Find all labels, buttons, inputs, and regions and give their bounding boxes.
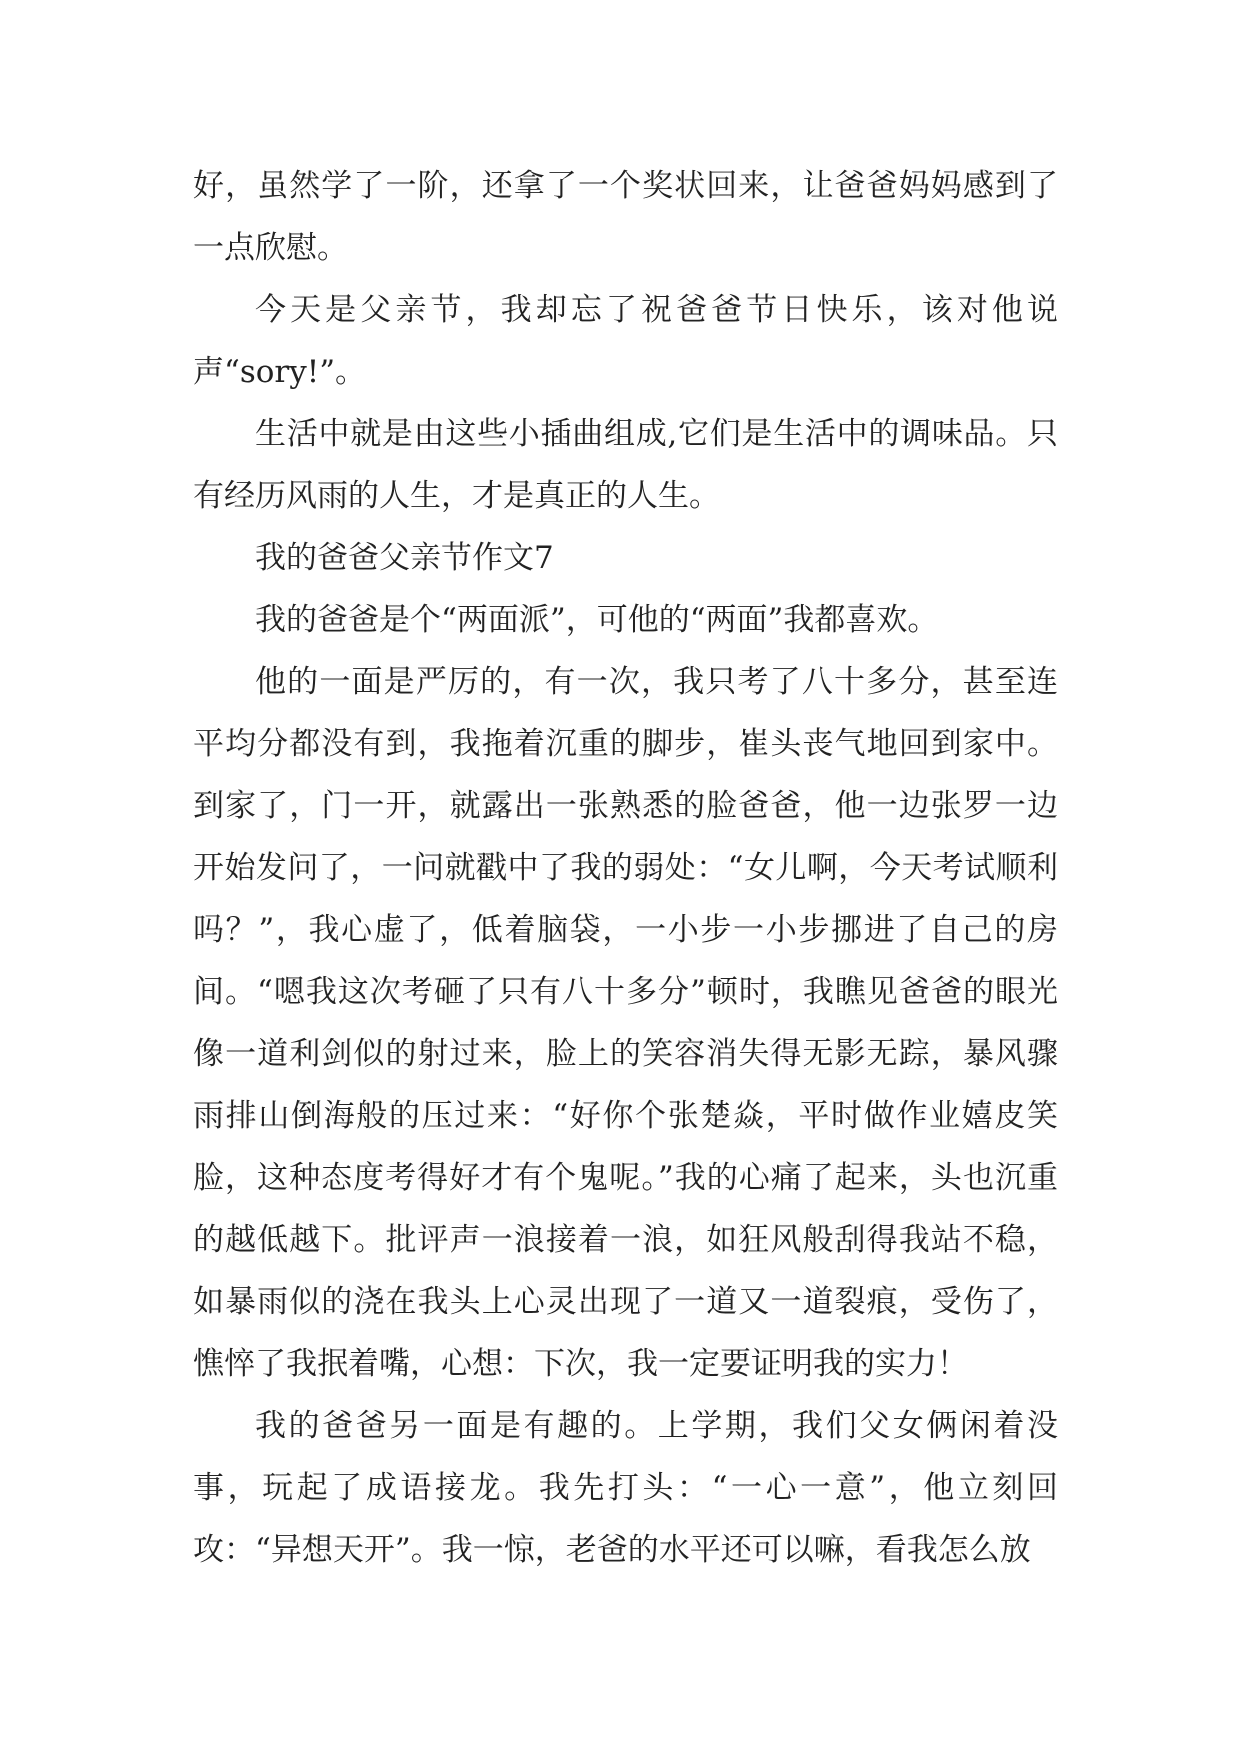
paragraph-life-episodes: 生活中就是由这些小插曲组成,它们是生活中的调味品。只有经历风雨的人生，才是真正的人生。 [193, 416, 1058, 514]
paragraph-two-faces: 我的爸爸是个“两面派”，可他的“两面”我都喜欢。 [255, 602, 939, 638]
essay-title: 我的爸爸父亲节作文7 [255, 540, 554, 576]
article-body [193, 155, 1058, 1581]
paragraph-continuation: 好，虽然学了一阶，还拿了一个奖状回来，让爸爸妈妈感到了一点欣慰。 [193, 168, 1058, 266]
paragraph-strict-side: 他的一面是严厉的，有一次，我只考了八十多分，甚至连平均分都没有到，我拖着沉重的脚步，崔头丧气地回到家中。到家了，门一开，就露出一张熟悉的脸爸爸，他一边张罗一边开始发问了，一问就戳中了我的弱处：“女儿啊，今天考试顺利吗？”，我心虚了，低着脑袋，一小步一小步挪进了自己的房间。“嗯我这次考砸了只有八十多分”顿时，我瞧见爸爸的眼光像一道利剑似的射过来，脸上的笑容消失得无影无踪，暴风骤雨排山倒海般的压过来：“好你个张楚焱，平时做作业嬉皮笑脸，这种态度考得好才有个鬼呢。”我的心痛了起来，头也沉重的越低越下。批评声一浪接着一浪，如狂风般刮得我站不稳，如暴雨似的浇在我头上心灵出现了一道又一道裂痕，受伤了，憔悴了我抿着嘴，心想：下次，我一定要证明我的实力！ [193, 664, 1058, 1382]
paragraph-fathers-day: 今天是父亲节，我却忘了祝爸爸节日快乐，该对他说声“sory!”。 [193, 292, 1058, 390]
paragraph-fun-side: 我的爸爸另一面是有趣的。上学期，我们父女俩闲着没事，玩起了成语接龙。我先打头：“一心一意”，他立刻回攻：“异想天开”。我一惊，老爸的水平还可以嘛，看我怎么放 [193, 1408, 1058, 1568]
